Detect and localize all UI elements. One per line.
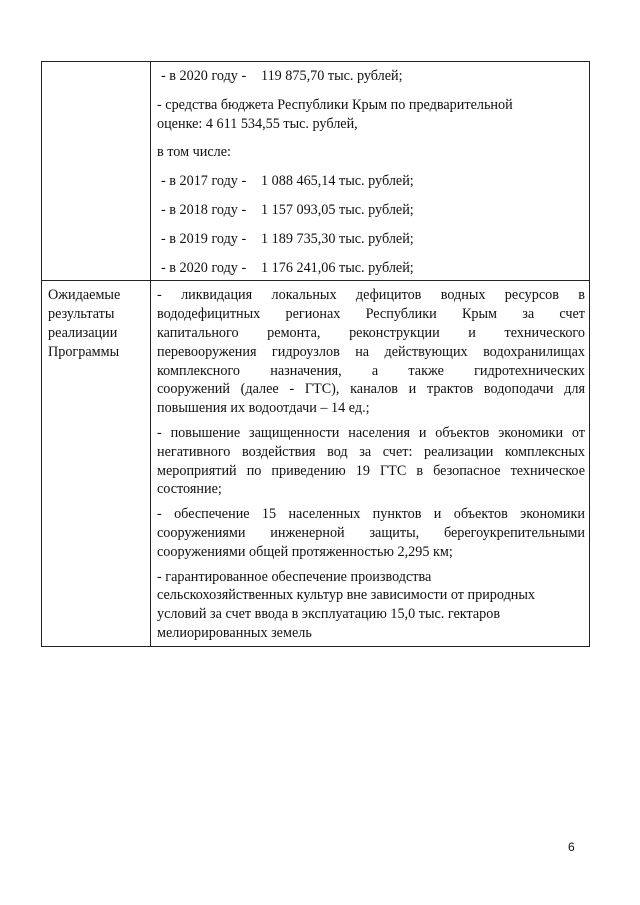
funding-amount: 1 176 241,06 тыс. рублей;	[261, 259, 414, 276]
program-passport-table	[41, 61, 590, 647]
results-label-line: Ожидаемые	[48, 287, 121, 304]
result-text-line: капитального ремонта, реконструкции и технического	[157, 324, 585, 341]
result-text-line: - обеспечение 15 населенных пунктов и объектов экономики	[157, 506, 585, 523]
result-text-line: сооружениями инженерной защиты, берегоукрепительными	[157, 524, 585, 541]
funding-amount: 1 088 465,14 тыс. рублей;	[261, 173, 414, 190]
crimea-budget-line: оценке: 4 611 534,55 тыс. рублей,	[157, 115, 358, 132]
result-text-line: негативного воздействия вод за счет: реализации комплексных	[157, 443, 585, 460]
funding-2020-federal-line	[157, 67, 585, 86]
result-text-line: перевооружения гидроузлов на действующих водохранилищах	[157, 343, 585, 360]
funding-row	[42, 62, 590, 281]
funding-year-line	[157, 172, 585, 191]
result-text-line: сооружениями общей протяженностью 2,295 км;	[157, 543, 453, 560]
funding-amount: 119 875,70 тыс. рублей;	[261, 68, 403, 84]
including-label: в том числе:	[157, 144, 231, 161]
funding-year: - в 2020 году -	[161, 259, 247, 276]
results-label-line: реализации	[48, 324, 118, 341]
funding-year: - в 2020 году -	[161, 68, 247, 84]
funding-label-cell	[42, 62, 151, 281]
results-row	[42, 281, 590, 646]
funding-year-line	[157, 259, 585, 278]
result-text-line: комплексного назначения, а также гидротехнических	[157, 362, 585, 379]
result-text-line: вододефицитных регионах Республики Крым за счет	[157, 306, 585, 323]
funding-year: - в 2017 году -	[161, 173, 247, 190]
result-item	[157, 505, 585, 561]
results-content-cell	[151, 281, 590, 646]
result-text-line: сооружений (далее - ГТС), каналов и трактов водоподачи для	[157, 381, 585, 398]
result-text-line: - ликвидация локальных дефицитов водных ресурсов в	[157, 287, 585, 304]
funding-content-cell	[151, 62, 590, 281]
results-label-line: Программы	[48, 343, 120, 360]
funding-year: - в 2019 году -	[161, 230, 247, 247]
funding-year-line	[157, 230, 585, 249]
funding-amount: 1 157 093,05 тыс. рублей;	[261, 201, 414, 218]
result-item	[157, 286, 585, 418]
result-item	[157, 424, 585, 499]
result-item	[157, 568, 585, 643]
page-number: 6	[568, 840, 575, 854]
result-text-line: мероприятий по приведению 19 ГТС в безопасное техническое	[157, 462, 585, 479]
funding-amount: 1 189 735,30 тыс. рублей;	[261, 230, 414, 247]
funding-year-line	[157, 201, 585, 220]
result-text-line: условий за счет ввода в эксплуатацию 15,0 тыс. гектаров	[157, 606, 501, 623]
crimea-budget-line: - средства бюджета Республики Крым по предварительной	[157, 96, 513, 113]
results-label-cell	[42, 281, 151, 646]
result-text-line: состояние;	[157, 481, 222, 498]
funding-year: - в 2018 году -	[161, 201, 247, 218]
result-text-line: мелиорированных земель	[157, 624, 312, 641]
result-text-line: - повышение защищенности населения и объектов экономики от	[157, 424, 585, 441]
result-text-line: - гарантированное обеспечение производства	[157, 568, 432, 585]
result-text-line: повышения их водоотдачи – 14 ед.;	[157, 400, 370, 417]
results-label-line: результаты	[48, 306, 115, 323]
result-text-line: сельскохозяйственных культур вне зависимости от природных	[157, 587, 536, 604]
